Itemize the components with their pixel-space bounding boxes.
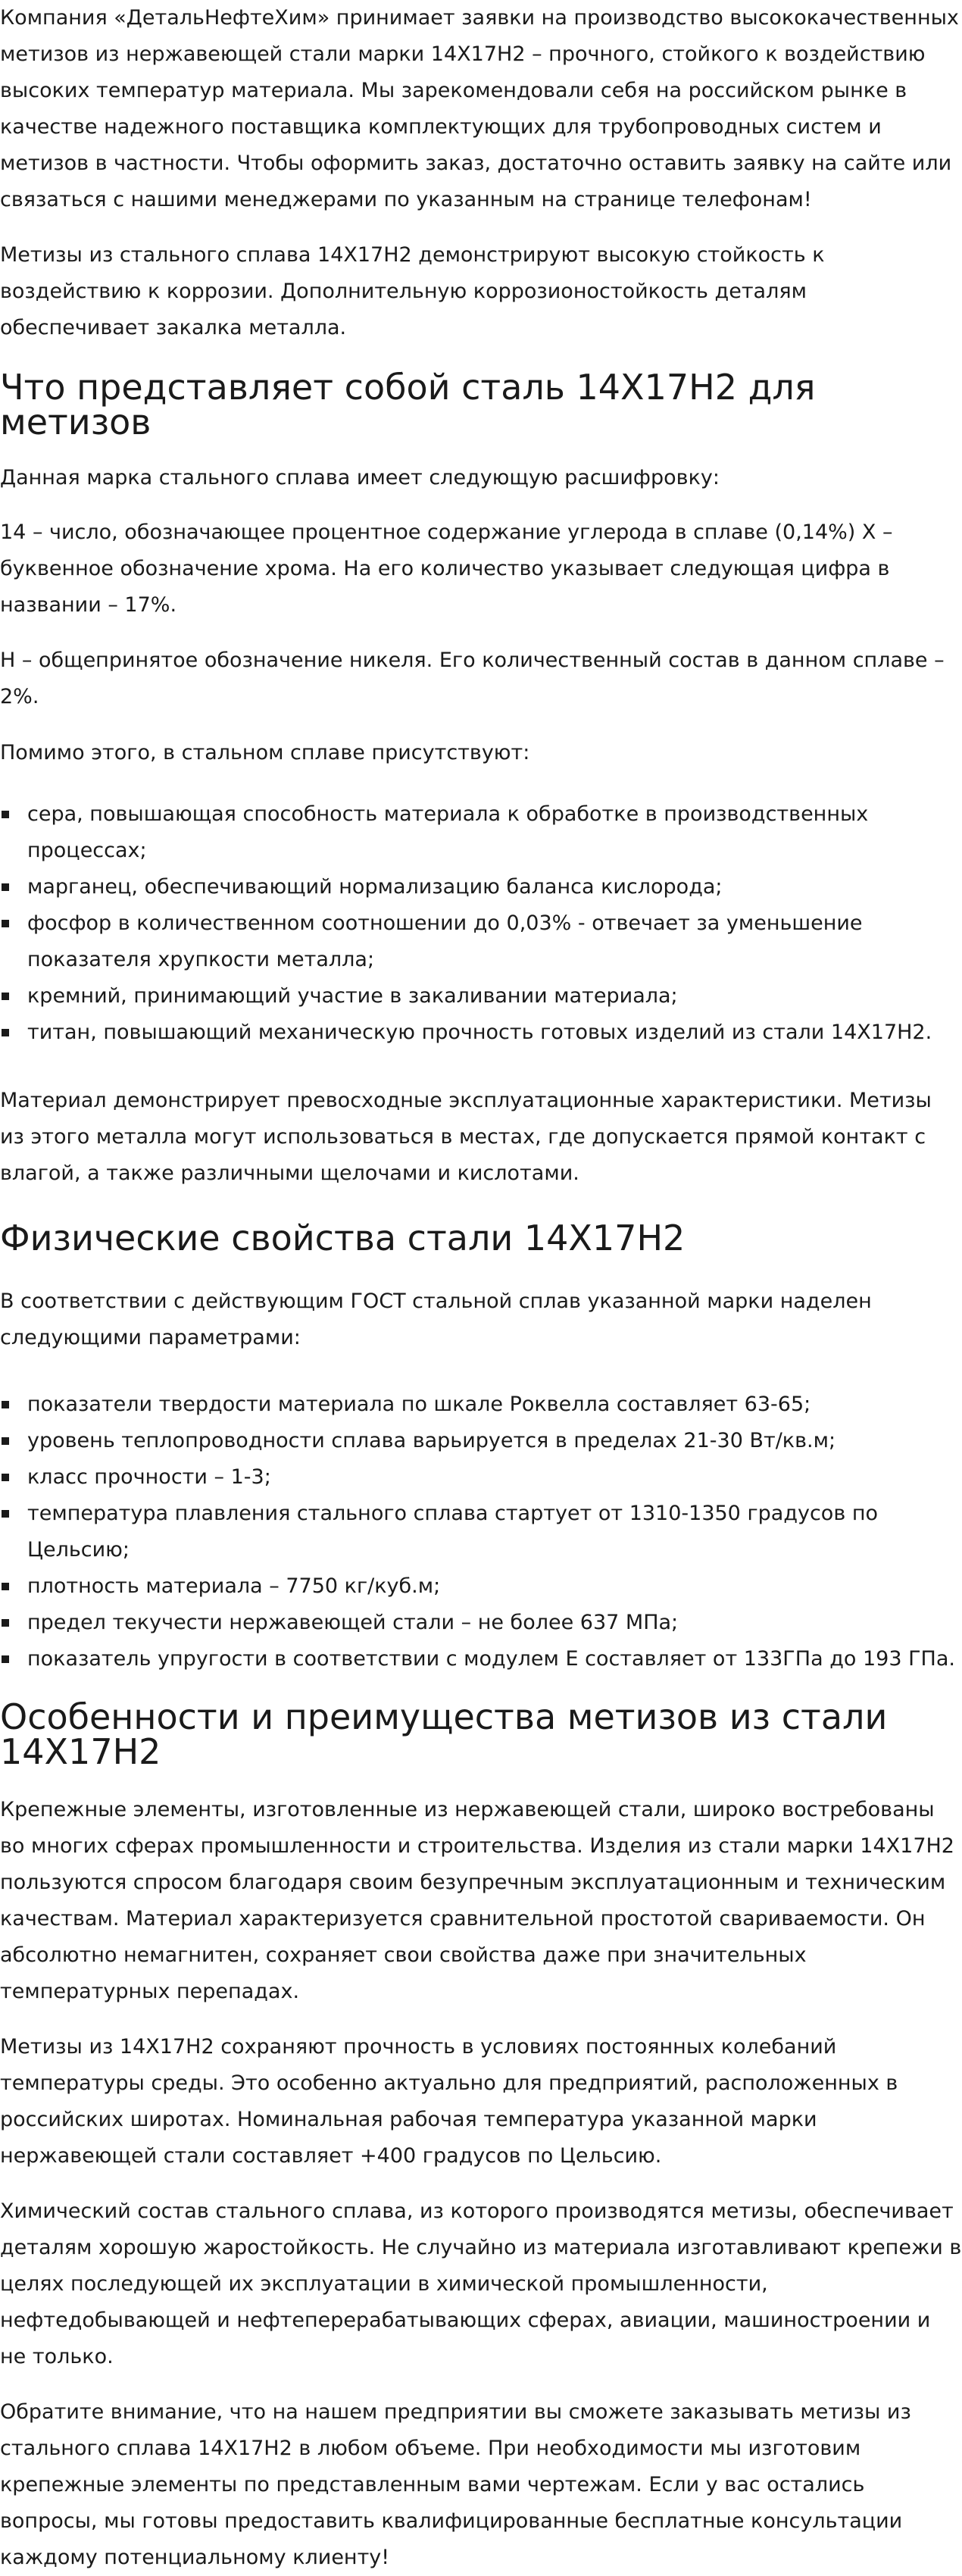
list-item: сера, повышающая способность материала к обработке в производственных процессах; bbox=[0, 796, 962, 869]
bullet-icon bbox=[2, 1583, 9, 1590]
bullet-icon bbox=[2, 1437, 9, 1445]
list-item: кремний, принимающий участие в закаливании материала; bbox=[0, 978, 962, 1014]
bullet-icon bbox=[2, 993, 9, 1000]
paragraph: Обратите внимание, что на нашем предприятии вы сможете заказывать метизы из стального сплава 14Х17Н2 в любом объеме. При необходимости мы изготовим крепежные элементы по представленным вами чертежам. Если у вас остались вопросы, мы готовы предоставить квалифицированные бесплатные консультации каждому потенциальному клиенту! bbox=[0, 2400, 911, 2569]
paragraph: В соответствии с действующим ГОСТ стальной сплав указанной марки наделен следующими параметрами: bbox=[0, 1290, 872, 1349]
section-title: Физические свойства стали 14Х17Н2 bbox=[0, 1218, 686, 1258]
bullet-icon bbox=[2, 1655, 9, 1663]
alloy-components-list bbox=[0, 796, 962, 1051]
paragraph: Химический состав стального сплава, из которого производятся метизы, обеспечивает деталям хорошую жаростойкость. Не случайно из материала изготавливают крепежи в целях последующей их эксплуатации в химической промышленности, нефтедобывающей и нефтеперерабатывающих сферах, авиации, машиностроении и не только. bbox=[0, 2199, 962, 2368]
intro-paragraph: Метизы из стального сплава 14Х17Н2 демонстрируют высокую стойкость к воздействию к коррозии. Дополнительную коррозионостойкость деталям обеспечивает закалка металла. bbox=[0, 243, 825, 339]
bullet-icon bbox=[2, 1619, 9, 1627]
bullet-icon bbox=[2, 1029, 9, 1036]
paragraph: Материал демонстрирует превосходные эксплуатационные характеристики. Метизы из этого металла могут использоваться в местах, где допускается прямой контакт с влагой, а также различными щелочами и кислотами. bbox=[0, 1089, 932, 1185]
paragraph: Метизы из 14Х17Н2 сохраняют прочность в условиях постоянных колебаний температуры среды. Это особенно актуально для предприятий, расположенных в российских широтах. Номинальная рабочая температура указанной марки нержавеющей стали составляет +400 градусов по Цельсию. bbox=[0, 2035, 898, 2168]
list-item: титан, повышающий механическую прочность готовых изделий из стали 14Х17Н2. bbox=[0, 1014, 962, 1051]
paragraph: Данная марка стального сплава имеет следующую расшифровку: bbox=[0, 466, 720, 489]
list-item: класс прочности – 1-3; bbox=[0, 1459, 962, 1496]
list-item: предел текучести нержавеющей стали – не более 637 МПа; bbox=[0, 1605, 962, 1641]
list-item: уровень теплопроводности сплава варьируется в пределах 21-30 Вт/кв.м; bbox=[0, 1423, 962, 1459]
section-title: Особенности и преимущества метизов из стали 14Х17Н2 bbox=[0, 1696, 888, 1772]
paragraph: Крепежные элементы, изготовленные из нержавеющей стали, широко востребованы во многих сферах промышленности и строительства. Изделия из стали марки 14Х17Н2 пользуются спросом благодаря своим безупречным эксплуатационным и техническим качествам. Материал характеризуется сравнительной простотой свариваемости. Он абсолютно немагнитен, сохраняет свои свойства даже при значительных температурных перепадах. bbox=[0, 1798, 954, 2003]
section-title: Что представляет собой сталь 14Х17Н2 для метизов bbox=[0, 367, 816, 442]
bullet-icon bbox=[2, 1401, 9, 1408]
paragraph: Помимо этого, в стальном сплаве присутствуют: bbox=[0, 741, 530, 764]
list-item: показатель упругости в соответствии с модулем Е составляет от 133ГПа до 193 ГПа. bbox=[0, 1641, 962, 1677]
list-item: марганец, обеспечивающий нормализацию баланса кислорода; bbox=[0, 869, 962, 905]
intro-paragraph: Компания «ДетальНефтеХим» принимает заявки на производство высококачественных метизов из нержавеющей стали марки 14Х17Н2 – прочного, стойкого к воздействию высоких температур материала. Мы зарекомендовали себя на российском рынке в качестве надежного поставщика комплектующих для трубопроводных систем и метизов в частности. Чтобы оформить заказ, достаточно оставить заявку на сайте или связаться с нашими менеджерами по указанным на странице телефонам! bbox=[0, 6, 959, 211]
paragraph: Н – общепринятое обозначение никеля. Его количественный состав в данном сплаве – 2%. bbox=[0, 649, 945, 708]
bullet-icon bbox=[2, 811, 9, 818]
bullet-icon bbox=[2, 920, 9, 927]
physical-properties-list bbox=[0, 1386, 962, 1677]
list-item: температура плавления стального сплава стартует от 1310-1350 градусов по Цельсию; bbox=[0, 1496, 962, 1568]
bullet-icon bbox=[2, 1510, 9, 1518]
bullet-icon bbox=[2, 883, 9, 891]
list-item: плотность материала – 7750 кг/куб.м; bbox=[0, 1568, 962, 1605]
list-item: показатели твердости материала по шкале Роквелла составляет 63-65; bbox=[0, 1386, 962, 1423]
list-item: фосфор в количественном соотношении до 0,03% - отвечает за уменьшение показателя хрупкости металла; bbox=[0, 905, 962, 978]
bullet-icon bbox=[2, 1474, 9, 1481]
paragraph: 14 – число, обозначающее процентное содержание углерода в сплаве (0,14%) Х – буквенное обозначение хрома. На его количество указывает следующая цифра в названии – 17%. bbox=[0, 521, 893, 617]
